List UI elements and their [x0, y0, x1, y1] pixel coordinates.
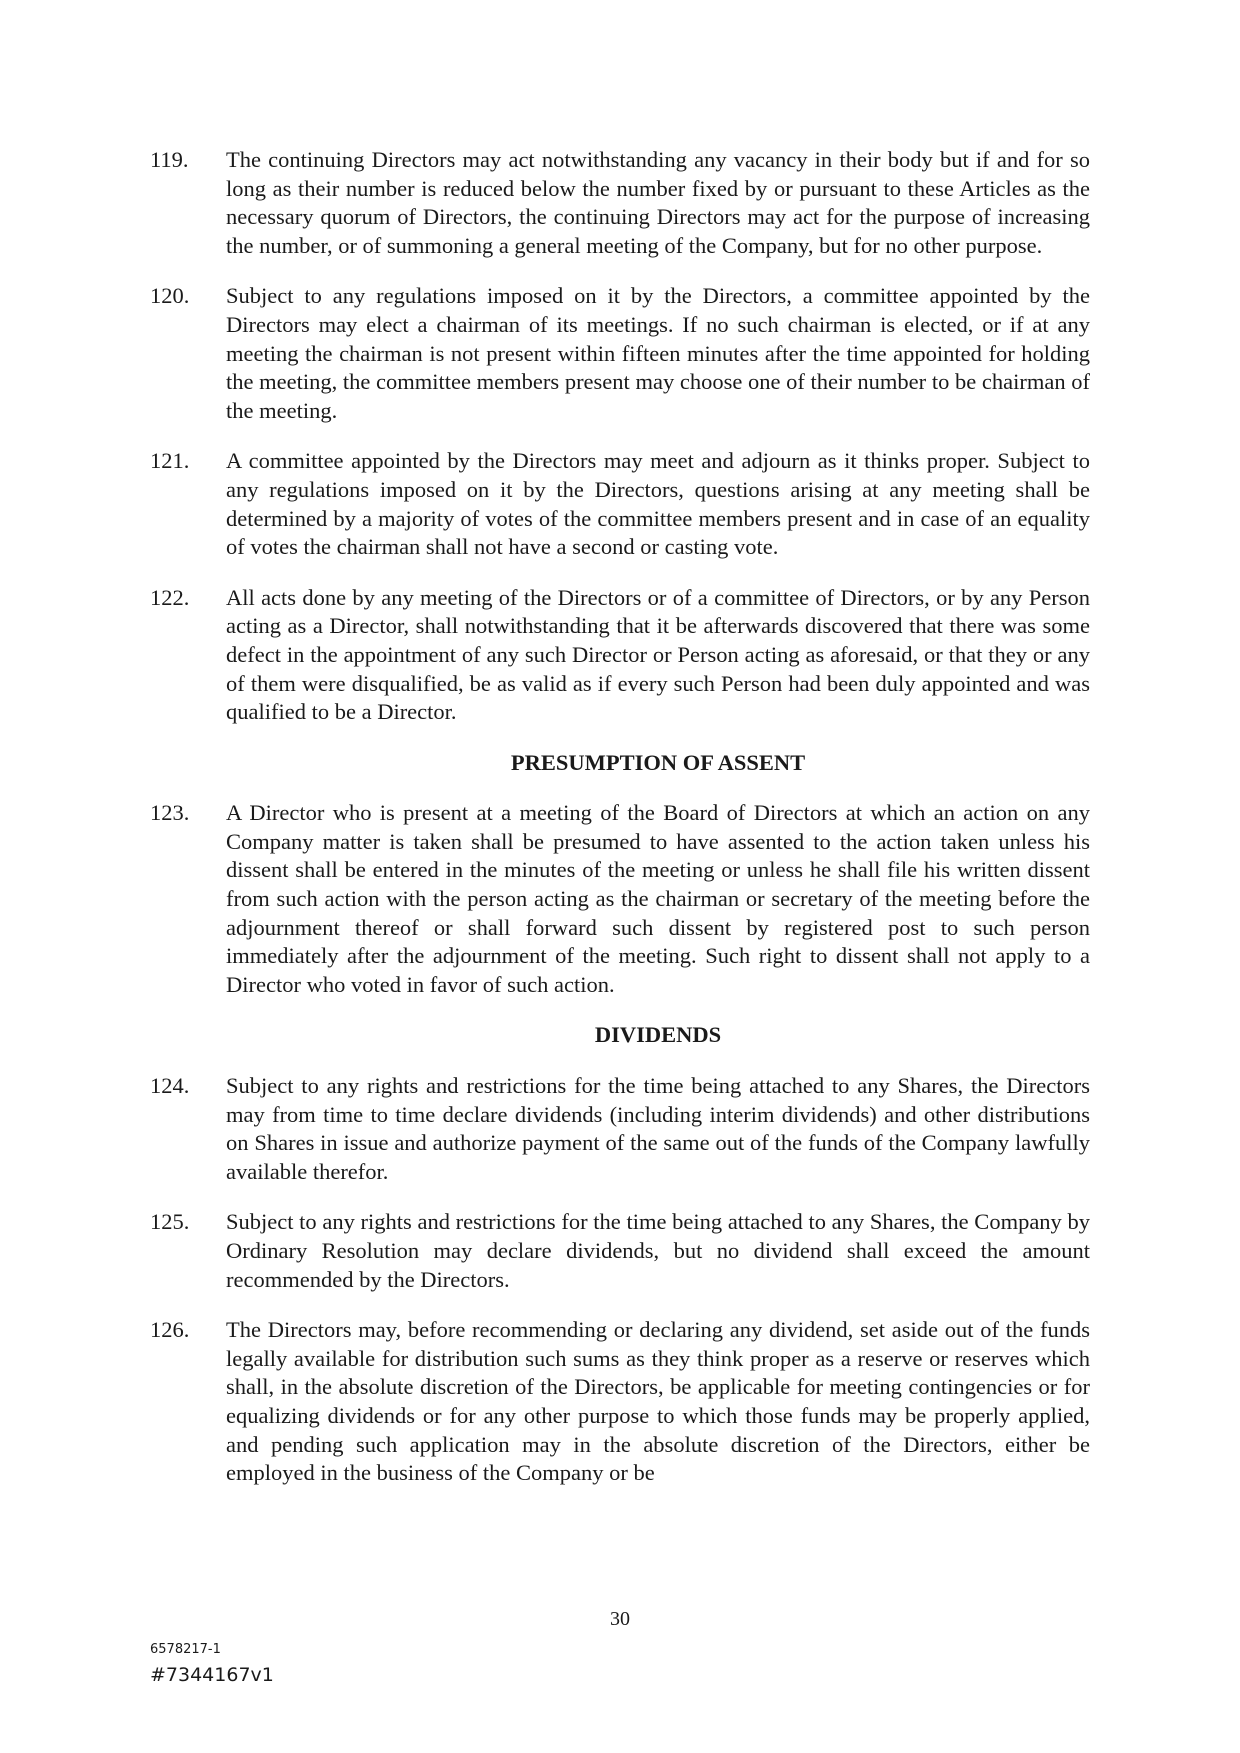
page-number: 30 [610, 1608, 630, 1630]
clause-number: 121. [150, 448, 190, 474]
clause-text: All acts done by any meeting of the Directors or of a committee of Directors, or by any Person acting as a Director, shall notwithstanding that it be afterwards discovered that there was some defect in the appointment of any such Director or Person acting as aforesaid, or that they or any of them were disqualified, be as valid as if every such Person had been duly appointed and was qualified to be a Director. [226, 584, 1090, 725]
clause-text: The continuing Directors may act notwithstanding any vacancy in their body but if and for so long as their number is reduced below the number fixed by or pursuant to these Articles as the necessary quorum of Directors, the continuing Directors may act for the purpose of increasing the number, or of summoning a general meeting of the Company, but for no other purpose. [226, 147, 1090, 258]
clause-number: 122. [150, 584, 190, 610]
clause-121 [150, 447, 1090, 561]
clause-119 [150, 146, 1090, 260]
clause-122 [150, 584, 1090, 727]
clause-text: Subject to any rights and restrictions for the time being attached to any Shares, the Directors may from time to time declare dividends (including interim dividends) and other distributions on Shares in issue and authorize payment of the same out of the funds of the Company lawfully available therefor. [226, 1073, 1090, 1184]
document-id: 6578217-1 [150, 1642, 221, 1657]
page-content [150, 146, 1090, 1510]
document-version: #7344167v1 [150, 1664, 274, 1686]
clause-126 [150, 1316, 1090, 1488]
clause-120 [150, 282, 1090, 425]
clause-number: 124. [150, 1073, 190, 1099]
clause-number: 123. [150, 800, 190, 826]
clause-text: Subject to any rights and restrictions for the time being attached to any Shares, the Company by Ordinary Resolution may declare dividends, but no dividend shall exceed the amount recommended by the Directors. [226, 1209, 1090, 1292]
clause-124 [150, 1072, 1090, 1186]
clause-number: 119. [150, 147, 189, 172]
section-heading-presumption-of-assent: PRESUMPTION OF ASSENT [510, 749, 806, 775]
clause-text: A committee appointed by the Directors may meet and adjourn as it thinks proper. Subject to any regulations imposed on it by the Directors, questions arising at any meeting shall be determined by a majority of votes of the committee members present and in case of an equality of votes the chairman shall not have a second or casting vote. [226, 448, 1090, 560]
clause-text: A Director who is present at a meeting of the Board of Directors at which an action on any Company matter is taken shall be presumed to have assented to the action taken unless his dissent shall be entered in the minutes of the meeting or unless he shall file his written dissent from such action with the person acting as the chairman or secretary of the meeting before the adjournment thereof or shall forward such dissent by registered post to such person immediately after the adjournment of the meeting. Such right to dissent shall not apply to a Director who voted in favor of such action. [226, 800, 1090, 997]
clause-125 [150, 1208, 1090, 1294]
clause-text: Subject to any regulations imposed on it by the Directors, a committee appointed by the Directors may elect a chairman of its meetings. If no such chairman is elected, or if at any meeting the chairman is not present within fifteen minutes after the time appointed for holding the meeting, the committee members present may choose one of their number to be chairman of the meeting. [226, 283, 1090, 423]
clause-number: 125. [150, 1209, 190, 1235]
clause-123 [150, 799, 1090, 999]
clause-number: 120. [150, 283, 190, 309]
clause-number: 126. [150, 1317, 190, 1343]
section-heading-dividends: DIVIDENDS [594, 1022, 722, 1048]
clause-text: The Directors may, before recommending or declaring any dividend, set aside out of the funds legally available for distribution such sums as they think proper as a reserve or reserves which shall, in the absolute discretion of the Directors, be applicable for meeting contingencies or for equalizing dividends or for any other purpose to which those funds may be properly applied, and pending such application may in the absolute discretion of the Directors, either be employed in the business of the Company or be [226, 1317, 1090, 1486]
